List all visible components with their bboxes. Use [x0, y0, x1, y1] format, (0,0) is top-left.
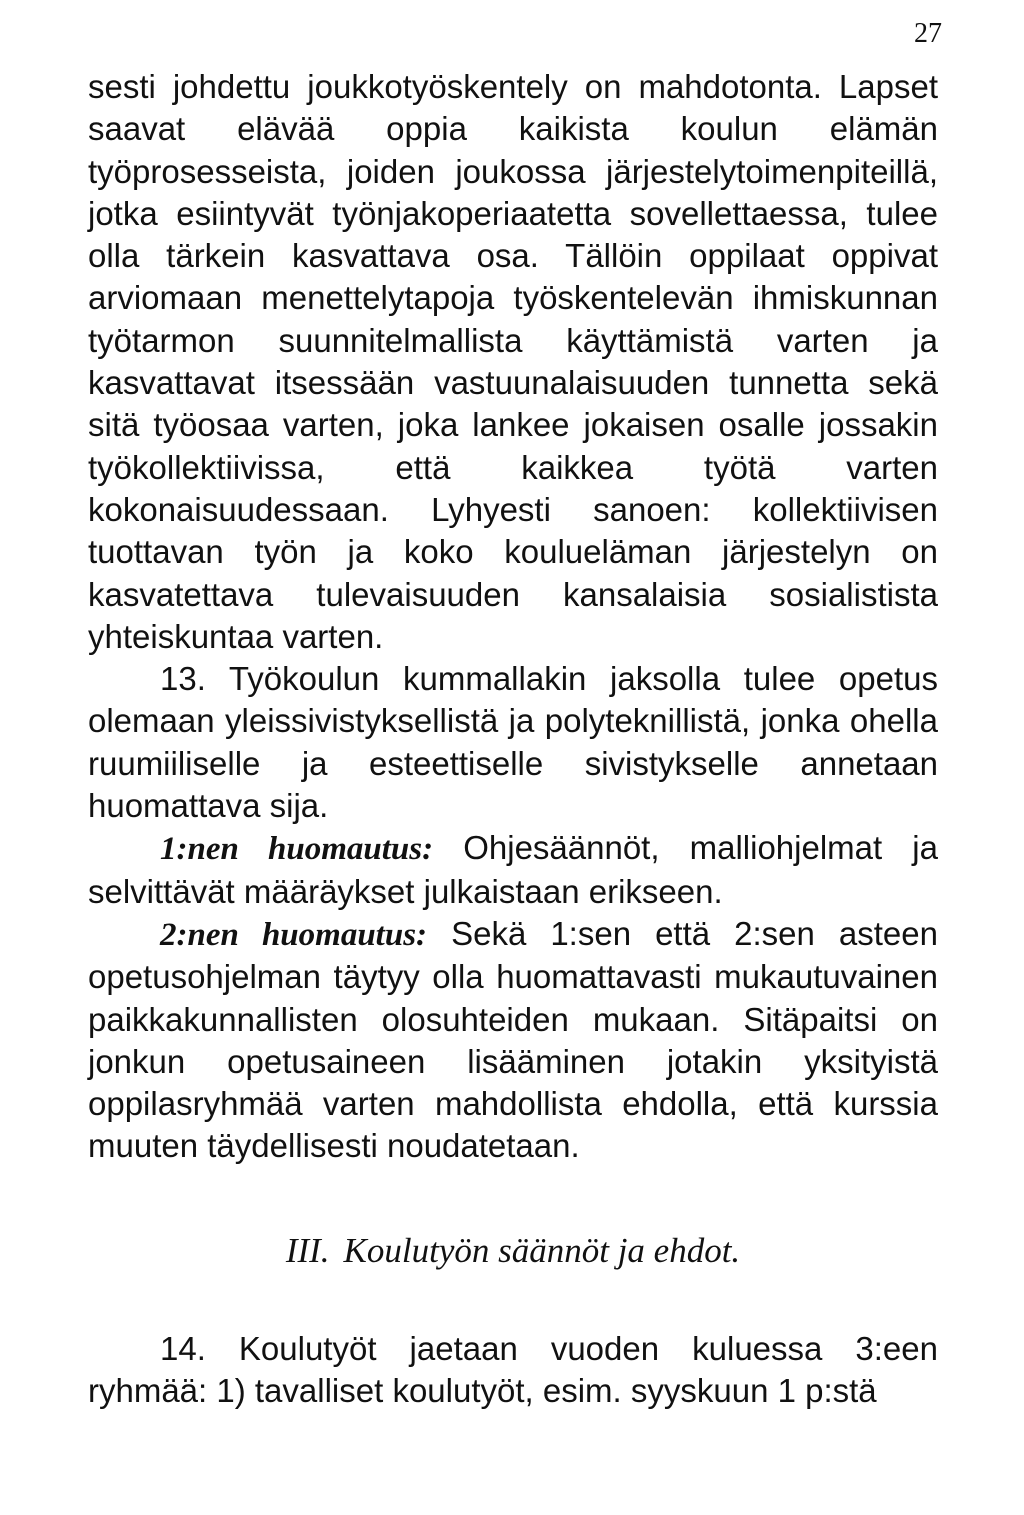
section-heading-title: Koulutyön säännöt ja ehdot. [343, 1230, 741, 1270]
paragraph-remark-2 [88, 913, 938, 1168]
paragraph-section-13: 13. Työkoulun kummallakin jaksolla tulee opetus olemaan yleissivistyksellistä ja polyteknillistä, jonka ohella ruumiiliselle ja esteettiselle sivistykselle annetaan huomattava sija. [88, 660, 938, 825]
section-heading [88, 1230, 938, 1272]
text-body [88, 66, 938, 1413]
paragraph-section-14: 14. Koulutyöt jaetaan vuoden kuluessa 3:een ryhmää: 1) tavalliset koulutyöt, esim. syyskuun 1 p:stä [88, 1330, 938, 1410]
page-number: 27 [914, 18, 942, 49]
paragraph-continuation: sesti johdettu joukkotyöskentely on mahdotonta. Lapset saavat elävää oppia kaikista koulun elämän työprosesseista, joiden joukossa järjestelytoimenpiteillä, jotka esiintyvät työnjakoperiaatetta sovellettaessa, tulee olla tärkein kasvattava osa. Tällöin oppilaat oppivat arviomaan menettelytapoja työskentelevän ihmiskunnan työtarmon suunnitelmallista käyttämistä varten ja kasvattavat itsessään vastuunalaisuuden tunnetta sekä sitä työosaa varten, joka lankee jokaisen osalle jossakin työkollektiivissa, että kaikkea työtä varten kokonaisuudessaan. Lyhyesti sanoen: kollektiivisen tuottavan työn ja koko koulueläman järjestelyn on kasvatettava tulevaisuuden kansalaisia sosialistista yhteiskuntaa varten. [88, 68, 938, 655]
remark-2-label: 2:nen huomautus: [160, 916, 428, 953]
section-heading-numeral: III. [285, 1230, 330, 1270]
remark-1-text: Ohjesäännöt, malliohjelmat ja selvittävät määräykset julkaistaan erikseen. [88, 829, 938, 910]
remark-2-text: Sekä 1:sen että 2:sen asteen opetusohjelman täytyy olla huomattavasti mukautuvainen paikkakunnallisten olosuhteiden mukaan. Sitäpaitsi on jonkun opetusaineen lisääminen jotakin yksityistä oppilasryhmää varten mahdollista ehdolla, että kurssia muuten täydellisesti noudatetaan. [88, 914, 938, 1165]
remark-1-label: 1:nen huomautus: [160, 831, 434, 868]
paragraph-remark-1 [88, 827, 938, 913]
